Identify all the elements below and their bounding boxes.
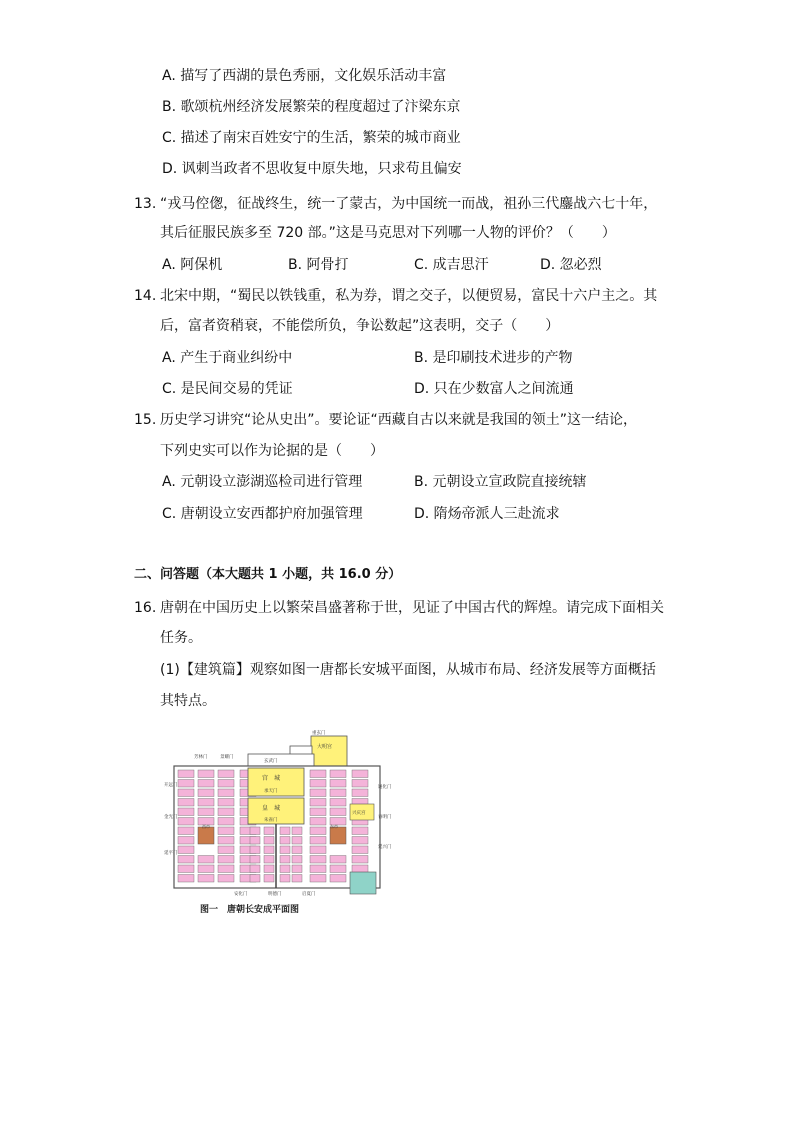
figure-caption: 图一 唐朝长安成平面图 [200,905,300,915]
q14-option-b: B. 是印刷技术进步的产物 [414,350,573,366]
ward-block [330,856,346,864]
label-zhuque: 朱雀门 [264,818,278,823]
ward-block [178,789,194,797]
q16-sub1-line1: (1)【建筑篇】观察如图一唐都长安城平面图，从城市布局、经济发展等方面概括 [160,662,656,678]
ward-block [198,789,214,797]
ward-block [178,808,194,816]
q14-option-c: C. 是民间交易的凭证 [162,381,293,397]
ward-block [218,846,234,854]
ward-block [330,780,346,788]
label-kaiyuan: 开远门 [164,783,178,788]
q15-option-a: A. 元朝设立澎湖巡检司进行管理 [162,474,363,490]
q12-option-a: A. 描写了西湖的景色秀丽，文化娱乐活动丰富 [162,68,447,84]
market-block [198,827,214,844]
ward-block [310,856,326,864]
ward-block [250,837,260,845]
ward-block [280,856,290,864]
q14-stem-line1: 北宋中期，“蜀民以铁钱重，私为券，谓之交子，以便贸易，富民十六户主之。其 [160,288,658,304]
q15-option-d: D. 隋炀帝派人三赴流求 [414,506,560,522]
ward-block [250,865,260,873]
q16-sub1-line2: 其特点。 [160,693,216,709]
ward-block [264,837,274,845]
ward-block [352,865,368,873]
ward-block [352,789,368,797]
label-jinguang: 金光门 [164,815,178,820]
ward-block [310,837,326,845]
ward-block [310,865,326,873]
ward-block [198,856,214,864]
q12-option-d: D. 讽刺当政者不思收复中原失地，只求苟且偏安 [162,161,462,177]
changan-city-map [164,728,392,918]
label-anhua: 安化门 [234,892,248,897]
ward-block [178,770,194,778]
ward-block [218,770,234,778]
ward-block [280,827,290,835]
ward-block [178,865,194,873]
q14-option-a: A. 产生于商业纠纷中 [162,350,293,366]
q16-stem-line2: 任务。 [160,630,202,646]
ward-block [330,808,346,816]
q14-number: 14. [134,288,157,304]
q15-stem-line1: 历史学习讲究“论从史出”。要论证“西藏自古以来就是我国的领土”这一结论， [160,412,638,428]
ward-block [352,827,368,835]
q15-option-b: B. 元朝设立宣政院直接统辖 [414,474,587,490]
ward-block [178,846,194,854]
ward-block [310,846,326,854]
label-xishi: 西市 [202,824,210,829]
ward-block [178,780,194,788]
q13-option-d: D. 忽必烈 [540,257,602,273]
ward-block [330,799,346,807]
q13-number: 13. [134,196,157,212]
label-xingqing: 兴庆宫 [352,811,366,816]
ward-block [250,875,260,883]
ward-block [352,837,368,845]
ward-block [280,846,290,854]
ward-block [310,827,326,835]
ward-block [352,770,368,778]
label-huangcheng: 皇 城 [262,805,281,812]
ward-block [198,875,214,883]
ward-block [218,875,234,883]
ward-block [292,827,302,835]
label-tonghua: 通化门 [378,785,392,790]
ward-block [250,856,260,864]
label-dongshi: 东市 [330,824,338,829]
ward-block [178,818,194,826]
ward-block [280,837,290,845]
ward-block [292,856,302,864]
ward-block [352,780,368,788]
daming-palace [311,736,347,766]
ward-block [198,780,214,788]
label-jingyao: 景耀门 [220,755,234,760]
ward-block [218,808,234,816]
ward-block [310,799,326,807]
market-block [330,827,346,844]
ward-block [264,827,274,835]
label-fangxia: 芳林门 [194,755,208,760]
ward-block [218,865,234,873]
ward-block [198,799,214,807]
q14-option-d: D. 只在少数富人之间流通 [414,381,574,397]
q13-option-c: C. 成吉思汗 [414,257,489,273]
section-title: 二、问答题（本大题共 1 小题，共 16.0 分） [134,567,402,582]
ward-block [310,770,326,778]
ward-block [178,837,194,845]
ward-block [198,808,214,816]
furong-garden [350,872,376,894]
label-gongcheng: 宫 城 [262,775,281,782]
ward-block [330,865,346,873]
ward-block [178,827,194,835]
label-qifang: 启夏门 [302,892,316,897]
q13-stem-line2: 其后征服民族多至 720 部。”这是马克思对下列哪一人物的评价？（ ） [160,225,616,241]
ward-block [292,837,302,845]
q15-option-c: C. 唐朝设立安西都护府加强管理 [162,506,363,522]
ward-block [218,799,234,807]
ward-block [218,818,234,826]
ward-block [352,846,368,854]
ward-block [310,808,326,816]
ward-block [330,770,346,778]
label-daming: 大明宫 [317,744,333,750]
q13-stem-line1: “戎马倥偬，征战终生，统一了蒙古，为中国统一而战，祖孙三代鏖战六七十年， [160,196,658,212]
ward-block [352,856,368,864]
ward-block [218,780,234,788]
ward-block [292,865,302,873]
ward-block [178,856,194,864]
ward-block [280,865,290,873]
q15-stem-line2: 下列史实可以作为论据的是（ ） [160,443,384,459]
q14-stem-line2: 后，富者资稍衰，不能偿所负，争讼数起”这表明，交子（ ） [160,318,560,334]
ward-block [250,827,260,835]
q12-option-b: B. 歌颂杭州经济发展繁荣的程度超过了汴梁东京 [162,99,461,115]
ward-block [310,875,326,883]
q15-number: 15. [134,412,157,428]
ward-block [250,846,260,854]
ward-block [178,799,194,807]
palace-north-strip [248,754,314,766]
ward-block [264,875,274,883]
ward-block [310,789,326,797]
q12-option-c: C. 描述了南宋百姓安宁的生活，繁荣的城市商业 [162,130,461,146]
ward-block [218,856,234,864]
ward-block [198,770,214,778]
label-yanping: 延平门 [164,851,178,856]
q13-option-a: A. 阿保机 [162,257,223,273]
label-gate-top: 重玄门 [312,731,326,736]
ward-block [330,875,346,883]
ward-block [310,818,326,826]
ward-block [330,789,346,797]
ward-block [218,789,234,797]
ward-block [264,856,274,864]
ward-block [218,827,234,835]
q16-number: 16. [134,600,157,616]
ward-block [178,875,194,883]
label-xuanwu: 玄武门 [264,759,278,764]
ward-block [264,846,274,854]
label-mingde: 明德门 [268,892,282,897]
q16-stem-line1: 唐朝在中国历史上以繁荣昌盛著称于世，见证了中国古代的辉煌。请完成下面相关 [160,600,664,616]
ward-block [292,875,302,883]
ward-block [218,837,234,845]
label-chengtian: 承天门 [264,789,278,794]
q13-option-b: B. 阿骨打 [288,257,349,273]
ward-block [264,865,274,873]
ward-block [198,865,214,873]
label-yanxing: 延兴门 [378,845,392,850]
ward-block [292,846,302,854]
ward-block [310,780,326,788]
ward-block [280,875,290,883]
label-chunming: 春明门 [378,815,392,820]
